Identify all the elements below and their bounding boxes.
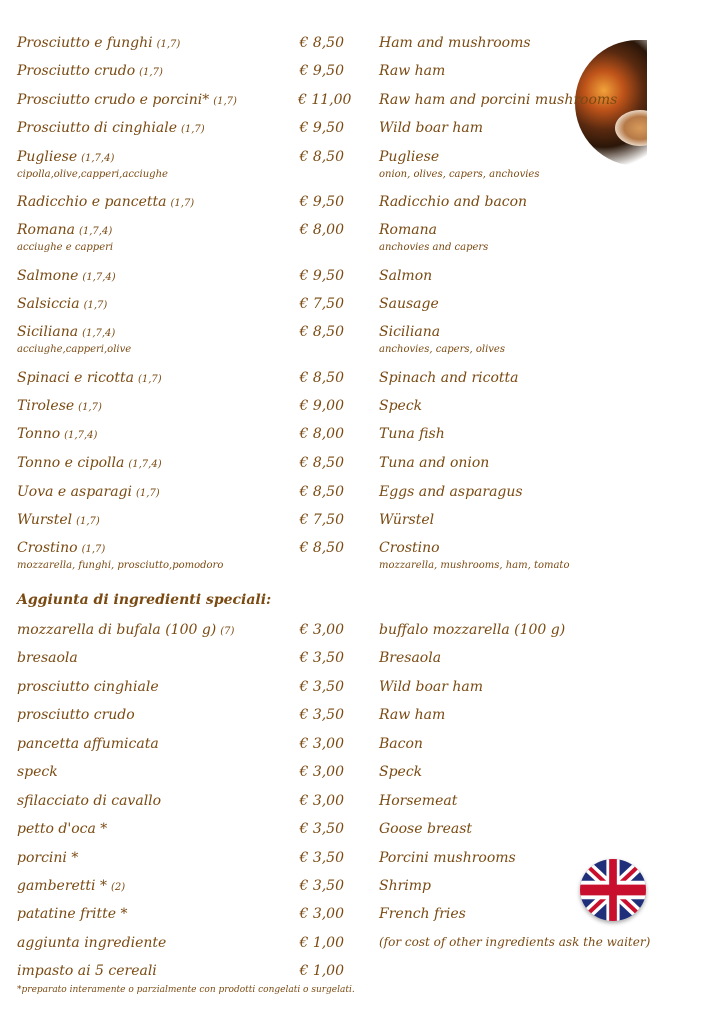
item-name-it [17,222,112,238]
item-name-it [17,540,105,556]
item-name-it [17,92,237,108]
item-name-en: Shrimp [379,878,432,894]
item-price: € 8,50 [299,370,344,386]
item-name-it [17,35,180,51]
item-price: € 3,50 [299,679,344,695]
ingredients-en: anchovies, capers, olives [379,344,505,355]
item-price: € 3,50 [299,878,344,894]
item-name-it-text: Spinaci e ricotta [17,370,134,386]
item-name-en: Crostino [379,540,440,556]
item-price: € 8,50 [299,324,344,340]
item-price: € 9,00 [299,398,344,414]
item-price: € 8,00 [299,426,344,442]
allergen-codes: (1,7,4) [128,459,162,470]
item-name-it [17,120,205,136]
item-name-it [17,650,78,666]
item-name-it-text: Salmone [17,268,79,284]
item-price: € 3,00 [299,622,344,638]
item-price: € 8,50 [299,35,344,51]
allergen-codes: (1,7,4) [78,226,113,237]
allergen-codes: (1,7) [81,544,106,555]
item-name-it [17,268,116,284]
item-price: € 3,00 [299,736,344,752]
item-name-en: Speck [379,398,423,414]
item-name-it [17,793,161,809]
item-name-it-text: Tirolese [17,398,75,414]
allergen-codes: (1,7,4) [82,272,116,283]
allergen-codes: (1,7) [137,374,162,385]
ingredients-en: mozzarella, mushrooms, ham, tomato [379,560,570,571]
item-name-en: Radicchio and bacon [379,194,528,210]
item-name-en: Ham and mushrooms [379,35,531,51]
item-price: € 8,50 [299,484,344,500]
item-name-en: Raw ham and porcini mushrooms [379,92,618,108]
item-name-it [17,455,162,471]
item-name-en: Goose breast [379,821,473,837]
item-price: € 7,50 [299,512,344,528]
item-name-it [17,194,194,210]
item-name-it-text: Prosciutto crudo e porcini* [17,92,210,108]
item-name-it-text: patatine fritte * [17,906,128,922]
item-price: € 3,50 [299,707,344,723]
item-name-it-text: porcini * [17,850,79,866]
item-name-it [17,906,127,922]
item-price: € 3,50 [299,821,344,837]
item-name-en: (for cost of other ingredients ask the waiter) [379,935,651,949]
item-name-it [17,370,162,386]
item-name-it-text: Prosciutto e funghi [17,35,153,51]
item-name-it [17,63,163,79]
item-name-it [17,484,160,500]
item-name-en: Tuna and onion [379,455,490,471]
item-price: € 8,50 [299,149,344,165]
item-name-it-text: Tonno e cipolla [17,455,125,471]
item-name-it-text: gamberetti * [17,878,107,894]
item-price: € 9,50 [299,63,344,79]
item-name-en: Eggs and asparagus [379,484,523,500]
item-price: € 1,00 [299,963,344,979]
allergen-codes: (1,7) [170,198,195,209]
item-name-it [17,296,107,312]
allergen-codes: (1,7) [213,96,237,107]
allergen-codes: (1,7,4) [82,328,116,339]
item-name-en: Sausage [379,296,439,312]
item-name-it-text: Tonno [17,426,61,442]
item-name-it [17,764,58,780]
item-price: € 8,50 [299,540,344,556]
item-price: € 9,50 [299,120,344,136]
extras-heading: Aggiunta di ingredienti speciali: [17,592,272,608]
item-name-en: Siciliana [379,324,441,340]
item-price: € 3,00 [299,764,344,780]
uk-flag-icon[interactable] [580,859,646,921]
item-price: € 8,00 [299,222,344,238]
item-price: € 3,50 [299,850,344,866]
item-price: € 1,00 [299,935,344,951]
item-name-it [17,679,159,695]
item-name-it [17,736,159,752]
item-name-en: Horsemeat [379,793,458,809]
item-price: € 3,00 [299,906,344,922]
item-name-it [17,398,102,414]
ingredients-it: mozzarella, funghi, prosciutto,pomodoro [17,560,224,571]
item-name-it-text: Prosciutto crudo [17,63,136,79]
item-name-it-text: aggiunta ingrediente [17,935,167,951]
item-price: € 3,50 [299,650,344,666]
item-name-en: Pugliese [379,149,440,165]
item-name-it [17,878,125,894]
item-name-it [17,821,107,837]
item-name-en: Salmon [379,268,433,284]
item-name-it [17,935,166,951]
item-name-it [17,324,115,340]
item-name-en: Wild boar ham [379,679,484,695]
item-name-en: Porcini mushrooms [379,850,516,866]
item-name-it-text: Wurstel [17,512,73,528]
item-name-it-text: Prosciutto di cinghiale [17,120,177,136]
allergen-codes: (1,7,4) [64,430,98,441]
item-price: € 3,00 [299,793,344,809]
item-name-en: Wild boar ham [379,120,484,136]
item-name-it-text: Crostino [17,540,78,556]
item-name-en: Romana [379,222,437,238]
item-price: € 9,50 [299,268,344,284]
item-price: € 9,50 [299,194,344,210]
item-price: € 11,00 [298,92,352,108]
ingredients-en: anchovies and capers [379,242,489,253]
item-name-it-text: Uova e asparagi [17,484,132,500]
item-name-it-text: pancetta affumicata [17,736,159,752]
allergen-codes: (1,7) [76,516,100,527]
item-name-en: Würstel [379,512,435,528]
item-name-en: Raw ham [379,63,446,79]
allergen-codes: (1,7) [78,402,102,413]
item-name-en: Spinach and ricotta [379,370,519,386]
ingredients-it: acciughe e capperi [17,242,114,253]
allergen-codes: (2) [111,882,126,893]
item-name-it-text: prosciutto cinghiale [17,679,159,695]
item-name-en: Raw ham [379,707,446,723]
item-name-it [17,963,157,979]
item-name-it-text: sfilacciato di cavallo [17,793,162,809]
allergen-codes: (1,7) [83,300,108,311]
item-name-it-text: impasto ai 5 cereali [17,963,157,979]
item-price: € 8,50 [299,455,344,471]
item-name-en: buffalo mozzarella (100 g) [379,622,566,638]
footnote: *preparato interamente o parzialmente con prodotti congelati o surgelati. [17,985,355,995]
item-name-it [17,426,97,442]
item-name-it-text: Radicchio e pancetta [17,194,167,210]
item-price: € 7,50 [299,296,344,312]
item-name-it-text: mozzarella di bufala (100 g) [17,622,217,638]
item-name-it-text: Pugliese [17,149,78,165]
item-name-it [17,512,100,528]
ingredients-it: acciughe,capperi,olive [17,344,132,355]
ingredients-en: onion, olives, capers, anchovies [379,169,540,180]
item-name-it-text: Salsiccia [17,296,80,312]
item-name-it-text: Siciliana [17,324,79,340]
item-name-en: Bacon [379,736,423,752]
item-name-en: Bresaola [379,650,442,666]
allergen-codes: (1,7) [156,39,181,50]
item-name-en: French fries [379,906,466,922]
allergen-codes: (7) [220,626,235,637]
item-name-it-text: Romana [17,222,75,238]
item-name-it [17,850,78,866]
item-name-en: Tuna fish [379,426,445,442]
ingredients-it: cipolla,olive,capperi,acciughe [17,169,168,180]
allergen-codes: (1,7) [180,124,205,135]
item-name-it-text: bresaola [17,650,78,666]
allergen-codes: (1,7) [136,488,160,499]
item-name-en: Speck [379,764,423,780]
item-name-it-text: petto d'oca * [17,821,108,837]
allergen-codes: (1,7) [139,67,163,78]
item-name-it [17,707,135,723]
pizza-plate [615,110,647,146]
item-name-it-text: prosciutto crudo [17,707,135,723]
item-name-it-text: speck [17,764,58,780]
allergen-codes: (1,7,4) [81,153,115,164]
item-name-it [17,622,234,638]
item-name-it [17,149,114,165]
